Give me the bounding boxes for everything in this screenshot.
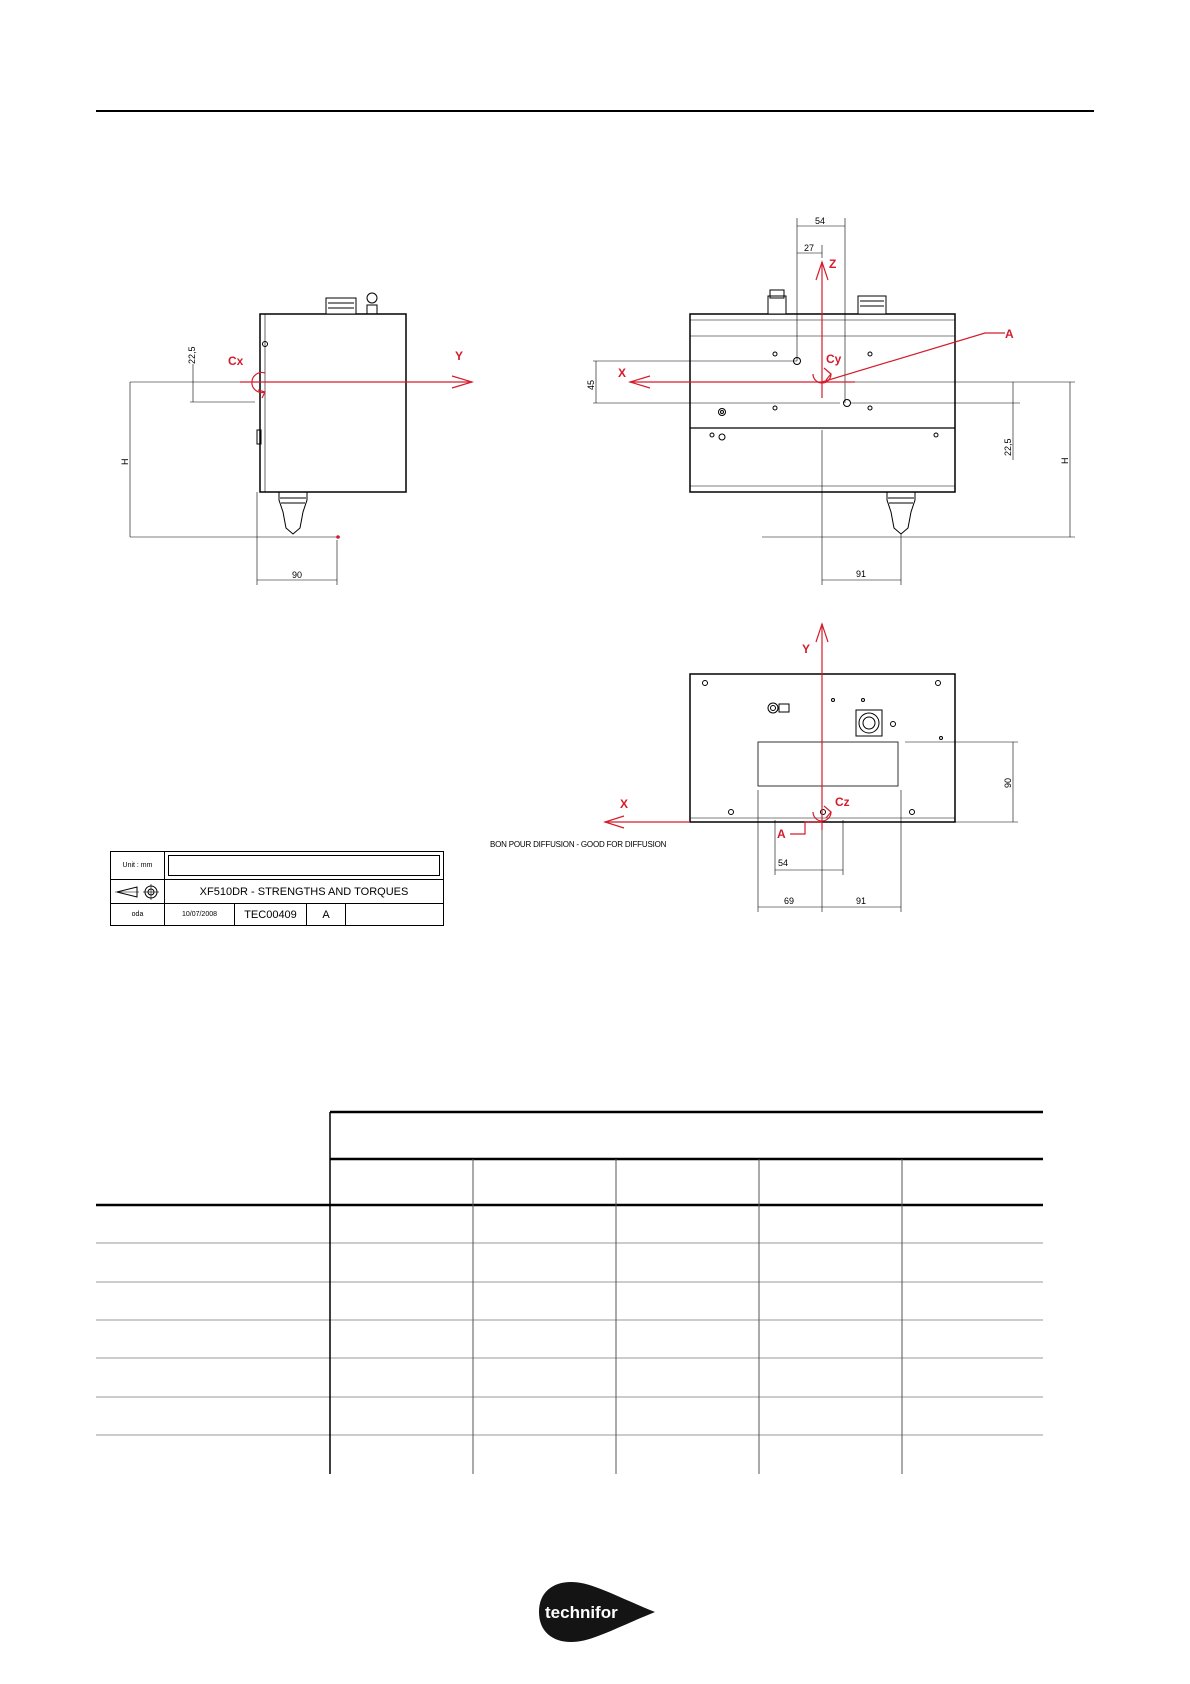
- front-dim-45: 45: [586, 379, 596, 390]
- side-dim-90: 90: [292, 570, 303, 580]
- front-dim-225: 22,5: [1003, 438, 1013, 456]
- top-dim-90: 90: [1003, 777, 1013, 788]
- front-a-label: A: [1005, 327, 1014, 341]
- front-z-label: Z: [829, 257, 837, 271]
- front-x-label: X: [618, 366, 627, 380]
- side-y-label: Y: [455, 349, 464, 363]
- top-rot-label: Cz: [835, 795, 850, 809]
- reference-cell: TEC00409: [235, 904, 307, 925]
- front-dim-h: H: [1060, 457, 1070, 464]
- top-a-label: A: [777, 827, 786, 841]
- drawing-title: XF510DR - STRENGTHS AND TORQUES: [199, 885, 409, 898]
- top-y-label: Y: [802, 642, 811, 656]
- side-dim-225: 22,5: [187, 346, 197, 364]
- front-dim-54: 54: [815, 216, 826, 226]
- top-dim-91: 91: [856, 896, 867, 906]
- table-row-rules: [96, 1243, 1043, 1435]
- top-x-label: X: [620, 797, 629, 811]
- date-cell: 10/07/2008: [165, 904, 235, 925]
- technifor-logo: [535, 1576, 659, 1653]
- top-dim-54: 54: [778, 858, 789, 868]
- revision-cell: A: [307, 904, 346, 925]
- side-dim-h: H: [120, 458, 130, 465]
- side-rot-label: Cx: [228, 354, 244, 368]
- top-dim-69: 69: [784, 896, 795, 906]
- logo-icon: [535, 1576, 659, 1648]
- unit-cell: Unit : mm: [111, 852, 165, 879]
- front-dim-27: 27: [804, 243, 815, 253]
- front-rot-label: Cy: [826, 352, 842, 366]
- logo-text: technifor: [545, 1603, 618, 1622]
- diffusion-note: BON POUR DIFFUSION - GOOD FOR DIFFUSION: [490, 840, 667, 849]
- author-cell: oda: [111, 904, 165, 925]
- front-dim-91: 91: [856, 569, 867, 579]
